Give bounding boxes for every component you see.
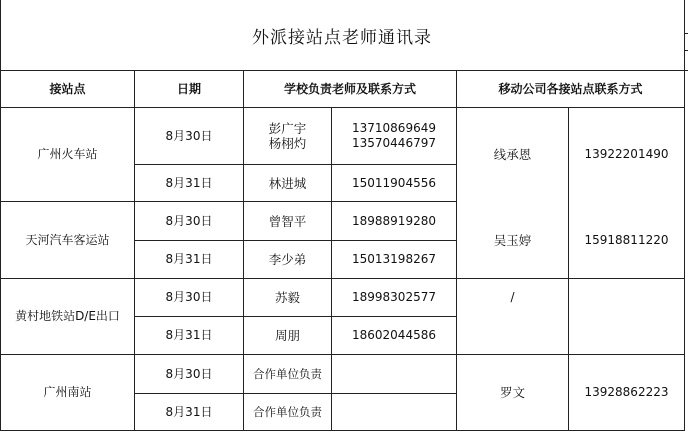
header-station: 接站点 [49, 81, 86, 96]
header-date: 日期 [176, 81, 201, 96]
date-cell: 8月30日 [165, 366, 213, 381]
phone-cell: 18998302577 [352, 290, 436, 304]
teacher-cell: 曾智平 [268, 213, 307, 229]
phone-cell [332, 355, 456, 393]
date-cell: 8月30日 [165, 290, 213, 304]
mobile-contact-phone: 13922201490 [584, 147, 669, 161]
mobile-contact-name: 罗文 [499, 385, 525, 400]
teacher-cell [244, 108, 331, 164]
station-cell: 天河汽车客运站 [25, 232, 110, 247]
header-school-contact: 学校负责老师及联系方式 [283, 81, 416, 96]
phone-cell: 18602044586 [352, 328, 436, 342]
phone-cell [332, 394, 456, 430]
grid-line [684, 0, 685, 431]
phone-cell: 15011904556 [352, 175, 436, 190]
header-mobile-contact: 移动公司各接站点联系方式 [498, 81, 643, 96]
date-cell: 8月30日 [165, 128, 213, 143]
mobile-contact-name: / [510, 290, 515, 304]
grid-line [0, 430, 684, 431]
mobile-contact-phone [569, 279, 684, 316]
mobile-contact-name: 吴玉婷 [493, 232, 532, 248]
mobile-contact-phone: 15918811220 [584, 232, 669, 247]
teacher-cell: 周朋 [274, 328, 300, 343]
page-title: 外派接站点老师通讯录 [252, 27, 432, 48]
phone-cell: 15013198267 [352, 252, 436, 266]
phone-number: 13710869649 [352, 121, 436, 135]
teacher-name: 彭广宇 [268, 121, 307, 136]
teacher-cell: 李少弟 [268, 252, 307, 267]
teacher-cell: 合作单位负责 [253, 404, 322, 419]
station-cell: 广州南站 [43, 385, 92, 399]
teacher-cell: 苏毅 [274, 290, 300, 305]
date-cell: 8月31日 [165, 252, 213, 266]
date-cell: 8月30日 [165, 213, 213, 228]
date-cell: 8月31日 [165, 175, 213, 190]
station-cell: 广州火车站 [37, 147, 98, 161]
phone-cell: 18988919280 [352, 213, 436, 228]
date-cell: 8月31日 [165, 404, 213, 419]
mobile-contact-name: 线承恩 [493, 147, 532, 162]
mobile-contact-phone: 13928862223 [584, 385, 669, 399]
phone-cell [332, 108, 456, 164]
station-cell: 黄村地铁站D/E出口 [15, 309, 120, 323]
teacher-name: 杨栩灼 [268, 136, 307, 151]
date-cell: 8月31日 [165, 328, 213, 342]
teacher-cell: 合作单位负责 [253, 366, 322, 381]
teacher-cell: 林进城 [268, 175, 307, 191]
phone-number: 13570446797 [352, 136, 436, 150]
